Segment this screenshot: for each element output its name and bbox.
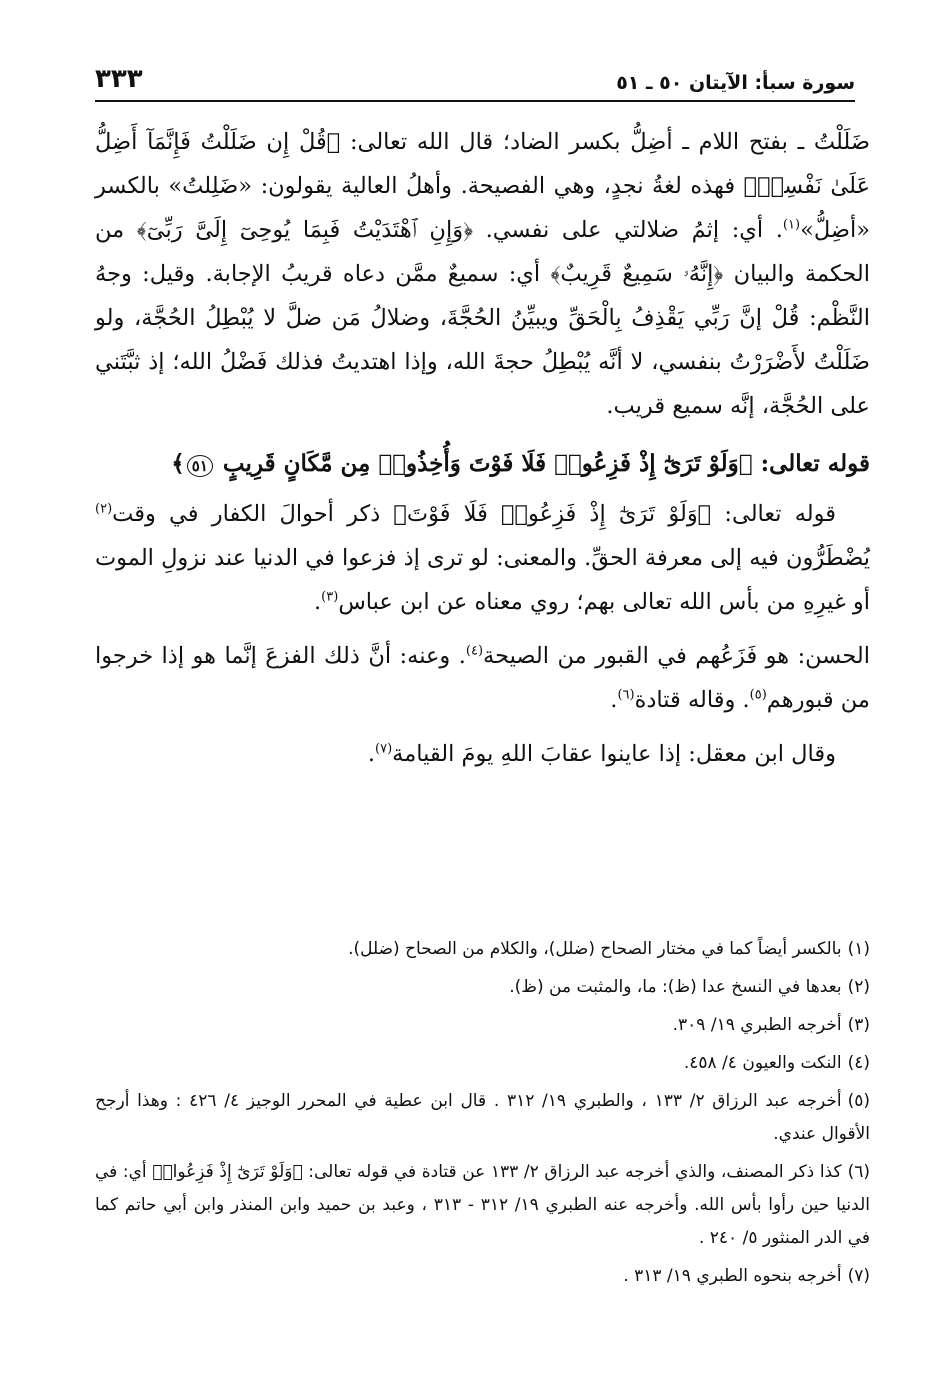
verse-heading-text: ﴿وَلَوْ تَرَىٰٓ إِذْ فَزِعُوا۟ فَلَا فَوْتَ وَأُخِذُوا۟ مِن مَّكَانٍ قَرِيبٍ xyxy=(222,450,753,477)
footnote-item xyxy=(95,1085,870,1151)
footnote-item xyxy=(95,933,870,966)
footnote-ref-3: (٣) xyxy=(321,589,339,605)
verse-heading xyxy=(95,442,870,486)
paragraph-3 xyxy=(95,634,870,722)
paragraph-4 xyxy=(95,732,870,776)
footnote-text: كذا ذكر المصنف، والذي أخرجه عبد الرزاق ٢/ ١٣٣ عن قتادة في قوله تعالى: ﴿وَلَوْ تَرَىٰٓ إِذْ فَزِعُوا۟﴾ أي: في الدنيا حين رأوا بأس الله. وأخرجه عنه الطبري ١٩/ ٣١٢ - ٣١٣ ، وعبد بن حميد وابن المنذر وابن أبي حاتم كما في الدر المنثور ٥/ ٢٤٠ . xyxy=(95,1162,870,1248)
paragraph-1-continuation: . أي: إثمُ ضلالتي على نفسي. ﴿وَإِنِ ٱهْتَدَيْتُ فَبِمَا يُوحِىٓ إِلَىَّ رَبِّىٓ﴾ من الحكمة والبيان ﴿إِنَّهُۥ سَمِيعٌ قَرِيبٌ﴾ أي: سميعٌ ممَّن دعاه قريبُ الإجابة. وقيل: وجهُ النَّظْم: قُلْ إنَّ رَبِّي يَقْذِفُ بِالْحَقِّ ويبيِّنُ الحُجَّةَ، وضلالُ مَن ضلَّ لا يُبْطِلُ الحُجَّة، ولو ضَلَلْتُ لأَضْرَرْتُ بنفسي، لا أنَّه يُبْطِلُ حجةَ الله، وإذا اهتديتُ فذلك فَضْلُ الله؛ إذ ثبَّتَني على الحُجَّة، إنَّه سميع قريب. xyxy=(95,217,870,419)
footnote-text: النكت والعيون ٤/ ٤٥٨. xyxy=(683,1053,842,1073)
running-title: سورة سبأ: الآيتان ٥٠ ـ ٥١ xyxy=(616,72,855,94)
paragraph-2-continuation: يُضْطَرُّون فيه إلى معرفة الحقِّ. والمعنى: لو ترى إذ فزعوا في الدنيا عند نزولِ الموت أو غيرِهِ من بأس الله تعالى بهم؛ روي معناه عن ابن عباس xyxy=(95,545,870,615)
paragraph-2 xyxy=(95,492,870,624)
paragraph-3-continuation-2: . وقاله قتادة xyxy=(634,687,750,713)
verse-heading-close: ﴾ xyxy=(171,450,185,477)
footnote-number: (٦) xyxy=(847,1162,870,1182)
paragraph-4-text: وقال ابن معقل: إذا عاينوا عقابَ اللهِ يومَ القيامة xyxy=(392,741,836,767)
ayah-number-badge: ٥١ xyxy=(187,455,213,477)
footnote-number: (٤) xyxy=(847,1053,870,1073)
page-header xyxy=(95,58,855,102)
footnote-ref-2: (٢) xyxy=(95,501,113,517)
footnote-text: أخرجه الطبري ١٩/ ٣٠٩. xyxy=(672,1015,842,1035)
page-number: ٣٣٣ xyxy=(95,64,143,94)
footnote-item xyxy=(95,1260,870,1293)
footnotes xyxy=(95,933,870,1298)
footnote-item xyxy=(95,1156,870,1255)
paragraph-4-end: . xyxy=(367,741,375,767)
footnote-ref-1: (١) xyxy=(782,217,801,233)
footnote-number: (٣) xyxy=(847,1015,870,1035)
footnote-text: أخرجه عبد الرزاق ٢/ ١٣٣ ، والطبري ١٩/ ٣١٢ . قال ابن عطية في المحرر الوجيز ٤/ ٤٢٦ : وهذا أرجح الأقوال عندي. xyxy=(95,1091,870,1144)
footnote-ref-5: (٥) xyxy=(749,687,767,703)
paragraph-1-text: ضَلَلْتُ ـ بفتح اللام ـ أضِلُّ بكسر الضاد؛ قال الله تعالى: ﴿قُلْ إِن ضَلَلْتُ فَإِنَّمَآ أَضِلُّ عَلَىٰ نَفْسِىۖ﴾ فهذه لغةُ نجدٍ، وهي الفصيحة. وأهلُ العالية يقولون: «ضَلِلتُ» بالكسر «أضِلُّ» xyxy=(95,129,870,243)
footnote-ref-6: (٦) xyxy=(617,687,635,703)
paragraph-2-end: . xyxy=(314,589,322,615)
main-text xyxy=(95,120,870,776)
footnote-number: (٥) xyxy=(847,1091,870,1111)
footnote-text: بعدها في النسخ عدا (ظ): ما، والمثبت من (ظ). xyxy=(509,977,842,997)
footnote-item xyxy=(95,1009,870,1042)
footnote-ref-7: (٧) xyxy=(375,741,393,757)
verse-heading-label: قوله تعالى: xyxy=(760,450,870,477)
paragraph-3-continuation: . وعنه: أنَّ ذلك الفزعَ إنَّما هو إذا خرجوا من قبورهم xyxy=(95,643,870,713)
paragraph-2-text: قوله تعالى: ﴿وَلَوْ تَرَىٰٓ إِذْ فَزِعُوا۟ فَلَا فَوْتَ﴾ ذكر أحوالَ الكفار في وقت xyxy=(112,501,836,527)
footnote-text: بالكسر أيضاً كما في مختار الصحاح (ضلل)، والكلام من الصحاح (ضلل). xyxy=(348,939,842,959)
footnote-ref-4: (٤) xyxy=(465,643,484,659)
paragraph-1 xyxy=(95,120,870,428)
footnote-number: (١) xyxy=(847,939,870,959)
footnote-number: (٧) xyxy=(847,1266,870,1286)
footnote-item xyxy=(95,1047,870,1080)
footnote-text: أخرجه بنحوه الطبري ١٩/ ٣١٣ . xyxy=(623,1266,842,1286)
paragraph-3-text: الحسن: هو فَزَعُهم في القبور من الصيحة xyxy=(483,643,870,669)
paragraph-3-end: . xyxy=(610,687,618,713)
footnote-item xyxy=(95,971,870,1004)
footnote-number: (٢) xyxy=(847,977,870,997)
